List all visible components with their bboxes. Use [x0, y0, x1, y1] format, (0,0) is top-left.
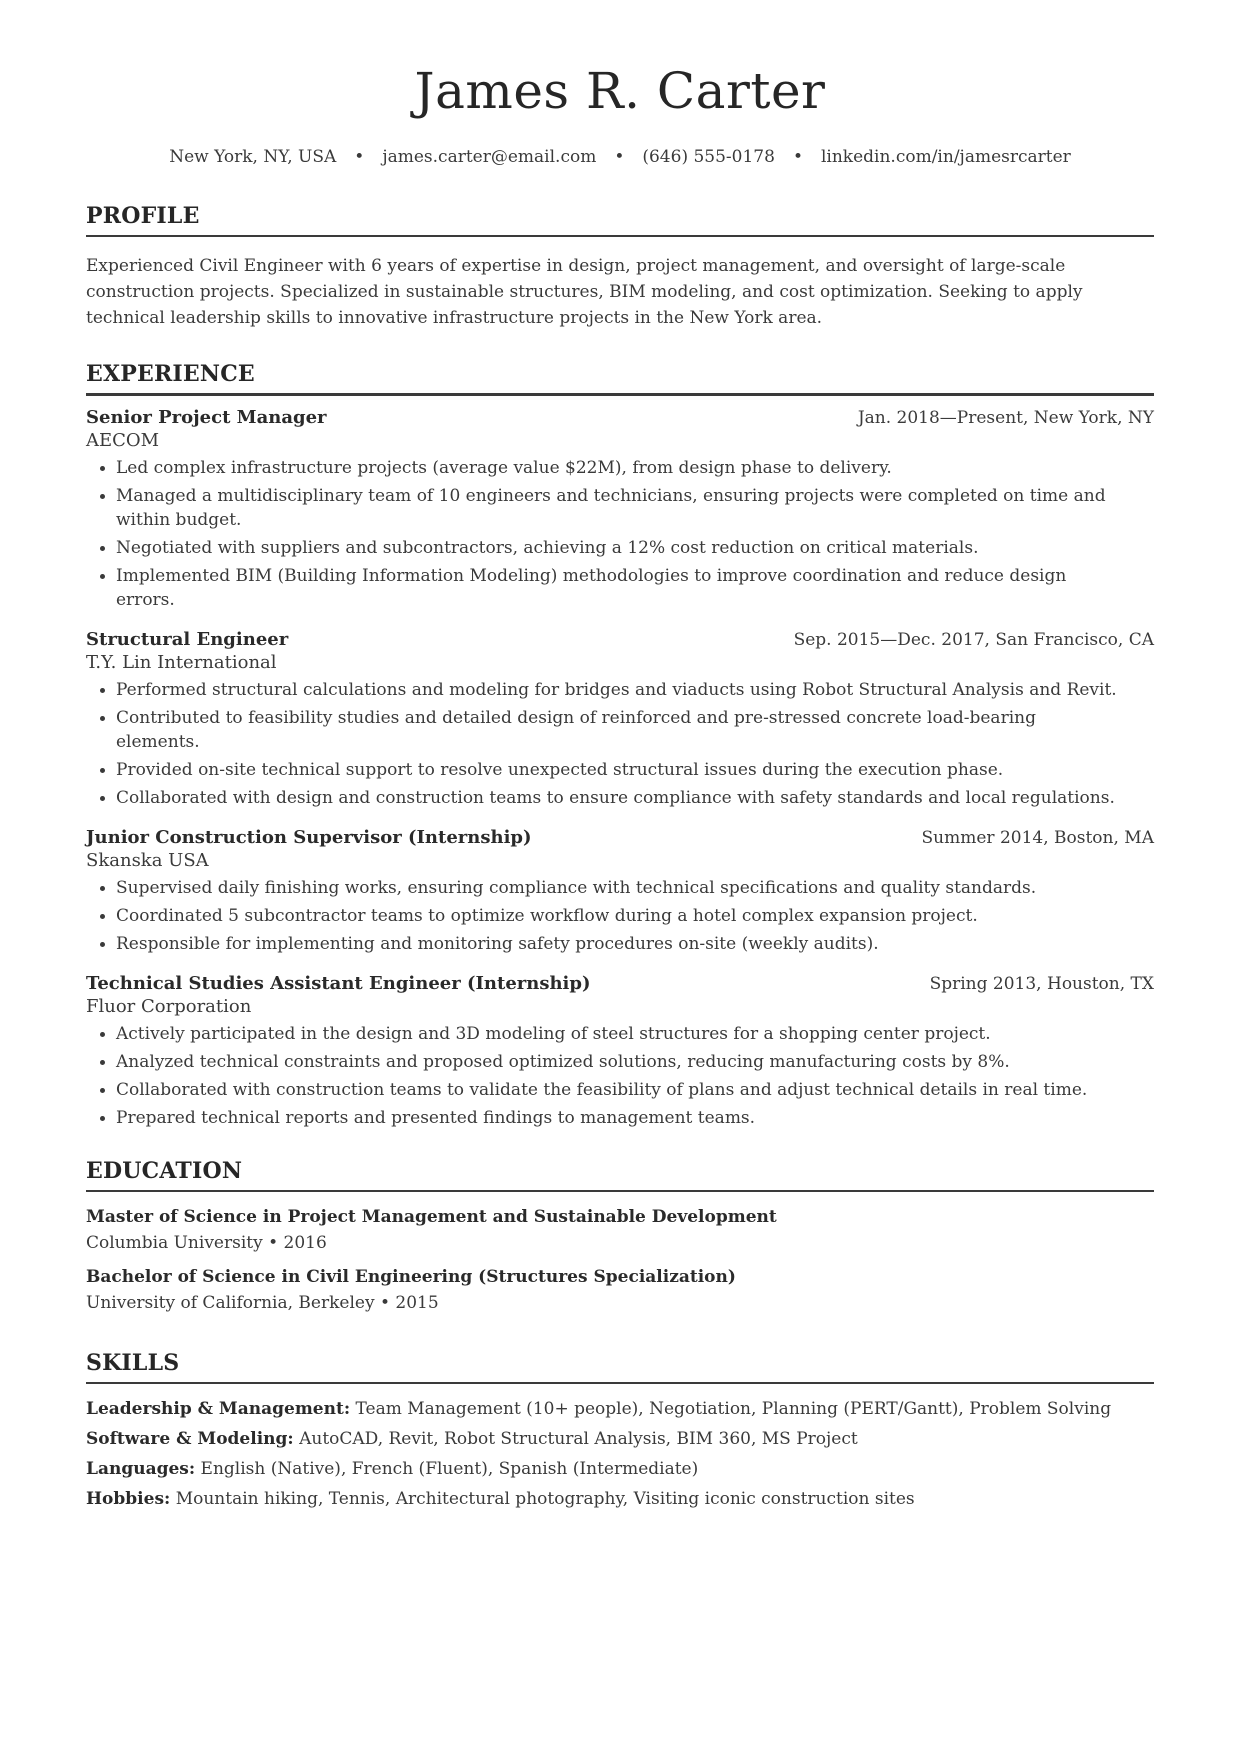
job-bullet: Negotiated with suppliers and subcontractors, achieving a 12% cost reduction on critical materials. [116, 536, 1154, 560]
education-entry [86, 1204, 1154, 1256]
job-bullet: Prepared technical reports and presented findings to management teams. [116, 1106, 1154, 1130]
education-section [86, 1158, 1154, 1316]
contact-email[interactable]: james.carter@email.com [382, 147, 597, 167]
profile-section [86, 203, 1154, 331]
job-company: AECOM [86, 430, 160, 451]
section-title-profile: PROFILE [86, 203, 1154, 237]
job-dates-location: Sep. 2015—Dec. 2017, San Francisco, CA [793, 630, 1154, 650]
skill-value: Team Management (10+ people), Negotiation, Planning (PERT/Gantt), Problem Solving [350, 1399, 1112, 1419]
contact-separator: • [354, 147, 365, 167]
education-degree: Bachelor of Science in Civil Engineering (Structures Specialization) [86, 1267, 736, 1287]
job-bullet: Coordinated 5 subcontractor teams to optimize workflow during a hotel complex expansion project. [116, 904, 1154, 928]
job-company: Skanska USA [86, 850, 209, 871]
education-degree: Master of Science in Project Management and Sustainable Development [86, 1207, 777, 1227]
skills-list [86, 1394, 1154, 1514]
job-dates-location: Spring 2013, Houston, TX [929, 974, 1154, 994]
job-title: Technical Studies Assistant Engineer (Internship) [86, 973, 591, 994]
job-title: Structural Engineer [86, 629, 289, 650]
job-company: Fluor Corporation [86, 996, 252, 1017]
education-school: Columbia University • 2016 [86, 1233, 327, 1253]
contact-separator: • [614, 147, 625, 167]
job-title: Junior Construction Supervisor (Internship) [86, 827, 532, 848]
skill-row [86, 1454, 1154, 1484]
section-title-education: EDUCATION [86, 1158, 1154, 1192]
job-bullet: Contributed to feasibility studies and detailed design of reinforced and pre-stressed concrete load-bearing elements. [116, 706, 1154, 754]
job-bullet: Actively participated in the design and 3D modeling of steel structures for a shopping center project. [116, 1022, 1154, 1046]
skill-row [86, 1394, 1154, 1424]
section-title-experience: EXPERIENCE [86, 361, 1154, 396]
job-bullet: Managed a multidisciplinary team of 10 engineers and technicians, ensuring projects were completed on time and within budget. [116, 484, 1154, 532]
contact-location: New York, NY, USA [169, 147, 337, 167]
job-bullet: Analyzed technical constraints and proposed optimized solutions, reducing manufacturing costs by 8%. [116, 1050, 1154, 1074]
section-title-skills: SKILLS [86, 1350, 1154, 1384]
job-dates-location: Summer 2014, Boston, MA [921, 828, 1154, 848]
contact-linkedin[interactable]: linkedin.com/in/jamesrcarter [820, 147, 1071, 167]
job-bullet: Implemented BIM (Building Information Modeling) methodologies to improve coordination and reduce design errors. [116, 564, 1154, 612]
job-entry [86, 406, 1154, 612]
skill-row [86, 1484, 1154, 1514]
job-title: Senior Project Manager [86, 407, 327, 428]
contact-separator: • [792, 147, 803, 167]
skill-label: Leadership & Management: [86, 1399, 351, 1419]
job-entry [86, 972, 1154, 1130]
job-bullet: Performed structural calculations and modeling for bridges and viaducts using Robot Structural Analysis and Revit. [116, 678, 1154, 702]
job-bullet: Provided on-site technical support to resolve unexpected structural issues during the execution phase. [116, 758, 1154, 782]
skill-label: Software & Modeling: [86, 1429, 294, 1449]
skill-value: Mountain hiking, Tennis, Architectural photography, Visiting iconic construction sites [170, 1489, 915, 1509]
skill-value: English (Native), French (Fluent), Spanish (Intermediate) [195, 1459, 699, 1479]
job-bullets [86, 678, 1154, 810]
contact-phone: (646) 555-0178 [642, 147, 775, 167]
job-bullet: Led complex infrastructure projects (average value $22M), from design phase to delivery. [116, 456, 1154, 480]
education-entry [86, 1264, 1154, 1316]
job-bullet: Collaborated with construction teams to validate the feasibility of plans and adjust technical details in real time. [116, 1078, 1154, 1102]
skill-label: Languages: [86, 1459, 196, 1479]
candidate-name: James R. Carter [414, 62, 826, 120]
job-dates-location: Jan. 2018—Present, New York, NY [857, 408, 1154, 428]
job-bullets [86, 1022, 1154, 1130]
job-bullets [86, 456, 1154, 612]
job-entry [86, 628, 1154, 810]
contact-line [86, 147, 1154, 167]
job-bullets [86, 876, 1154, 956]
skill-row [86, 1424, 1154, 1454]
profile-summary: Experienced Civil Engineer with 6 years of expertise in design, project management, and oversight of large-scale construction projects. Specialized in sustainable structures, BIM modeling, and cost optimization. Seeking to apply technical leadership skills to innovative infrastructure projects in the New York area. [86, 256, 1083, 328]
job-bullet: Collaborated with design and construction teams to ensure compliance with safety standards and local regulations. [116, 786, 1154, 810]
job-bullet: Responsible for implementing and monitoring safety procedures on-site (weekly audits). [116, 932, 1154, 956]
education-school: University of California, Berkeley • 2015 [86, 1293, 439, 1313]
job-bullet: Supervised daily finishing works, ensuring compliance with technical specifications and quality standards. [116, 876, 1154, 900]
job-company: T.Y. Lin International [86, 652, 277, 673]
experience-section [86, 361, 1154, 1130]
skill-label: Hobbies: [86, 1489, 171, 1509]
skills-section [86, 1350, 1154, 1514]
skill-value: AutoCAD, Revit, Robot Structural Analysis, BIM 360, MS Project [293, 1429, 858, 1449]
job-entry [86, 826, 1154, 956]
